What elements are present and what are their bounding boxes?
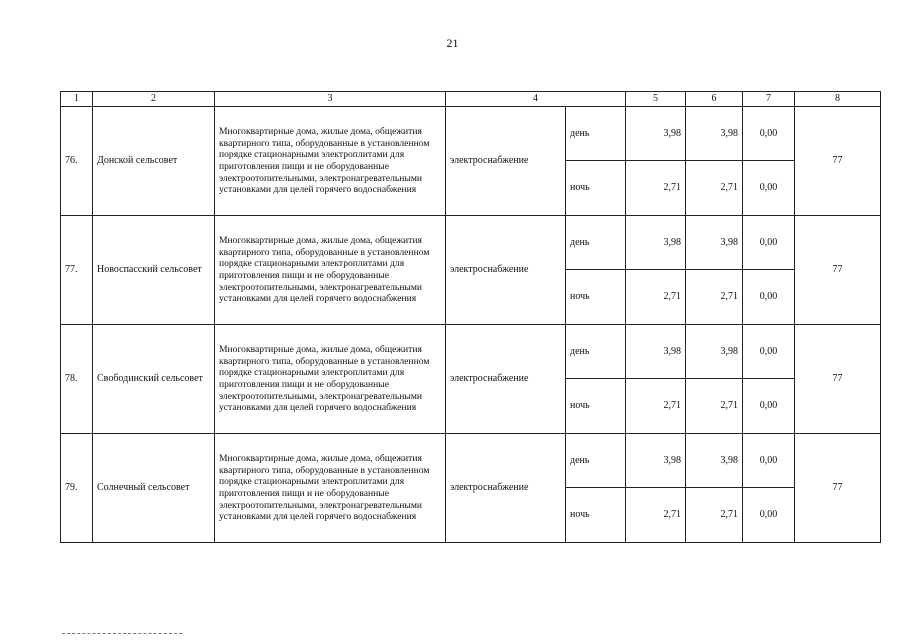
day-col6: 3,98 [686,325,743,379]
table-row [61,107,881,161]
settlement-name: Новоспасский сельсовет [93,216,215,325]
night-col7: 0,00 [743,379,795,434]
day-col5: 3,98 [626,216,686,270]
period-night: ночь [566,488,626,543]
night-col6: 2,71 [686,488,743,543]
table-row [61,325,881,379]
col-header: 3 [215,92,446,107]
col8-value: 77 [795,107,881,216]
consumer-description: Многоквартирные дома, жилые дома, общежития квартирного типа, оборудованные в установленном порядке стационарными электроплитами для приготовления пищи и не оборудованные электроотопительными, электронагревательными установками для целей горячего водоснабжения [215,216,446,325]
col8-value: 77 [795,434,881,543]
settlement-name: Донской сельсовет [93,107,215,216]
page-number: 21 [446,36,459,50]
night-col5: 2,71 [626,488,686,543]
scan-edge-mark [62,633,182,636]
night-col7: 0,00 [743,488,795,543]
row-number: 77. [61,216,93,325]
col-header: 2 [93,92,215,107]
period-night: ночь [566,161,626,216]
night-col6: 2,71 [686,379,743,434]
service-type: электроснабжение [446,107,566,216]
day-col5: 3,98 [626,325,686,379]
day-col6: 3,98 [686,216,743,270]
night-col7: 0,00 [743,161,795,216]
service-type: электроснабжение [446,216,566,325]
night-col5: 2,71 [626,379,686,434]
day-col7: 0,00 [743,325,795,379]
day-col5: 3,98 [626,107,686,161]
night-col6: 2,71 [686,270,743,325]
col-header: 5 [626,92,686,107]
col8-value: 77 [795,325,881,434]
consumer-description: Многоквартирные дома, жилые дома, общежития квартирного типа, оборудованные в установленном порядке стационарными электроплитами для приготовления пищи и не оборудованные электроотопительными, электронагревательными установками для целей горячего водоснабжения [215,325,446,434]
period-night: ночь [566,270,626,325]
night-col5: 2,71 [626,161,686,216]
period-day: день [566,107,626,161]
night-col6: 2,71 [686,161,743,216]
row-number: 78. [61,325,93,434]
tariff-table [60,91,881,543]
col-header: 8 [795,92,881,107]
settlement-name: Солнечный сельсовет [93,434,215,543]
col-header: 7 [743,92,795,107]
header-row [61,92,881,107]
day-col7: 0,00 [743,434,795,488]
service-type: электроснабжение [446,434,566,543]
table-row [61,216,881,270]
period-day: день [566,434,626,488]
service-type: электроснабжение [446,325,566,434]
consumer-description: Многоквартирные дома, жилые дома, общежития квартирного типа, оборудованные в установленном порядке стационарными электроплитами для приготовления пищи и не оборудованные электроотопительными, электронагревательными установками для целей горячего водоснабжения [215,107,446,216]
period-day: день [566,325,626,379]
night-col5: 2,71 [626,270,686,325]
col8-value: 77 [795,216,881,325]
day-col6: 3,98 [686,107,743,161]
night-col7: 0,00 [743,270,795,325]
period-day: день [566,216,626,270]
col-header: 4 [446,92,626,107]
col-header: 1 [61,92,93,107]
period-night: ночь [566,379,626,434]
col-header: 6 [686,92,743,107]
table-row [61,434,881,488]
row-number: 79. [61,434,93,543]
day-col6: 3,98 [686,434,743,488]
day-col7: 0,00 [743,107,795,161]
settlement-name: Свободинский сельсовет [93,325,215,434]
day-col7: 0,00 [743,216,795,270]
consumer-description: Многоквартирные дома, жилые дома, общежития квартирного типа, оборудованные в установленном порядке стационарными электроплитами для приготовления пищи и не оборудованные электроотопительными, электронагревательными установками для целей горячего водоснабжения [215,434,446,543]
day-col5: 3,98 [626,434,686,488]
row-number: 76. [61,107,93,216]
